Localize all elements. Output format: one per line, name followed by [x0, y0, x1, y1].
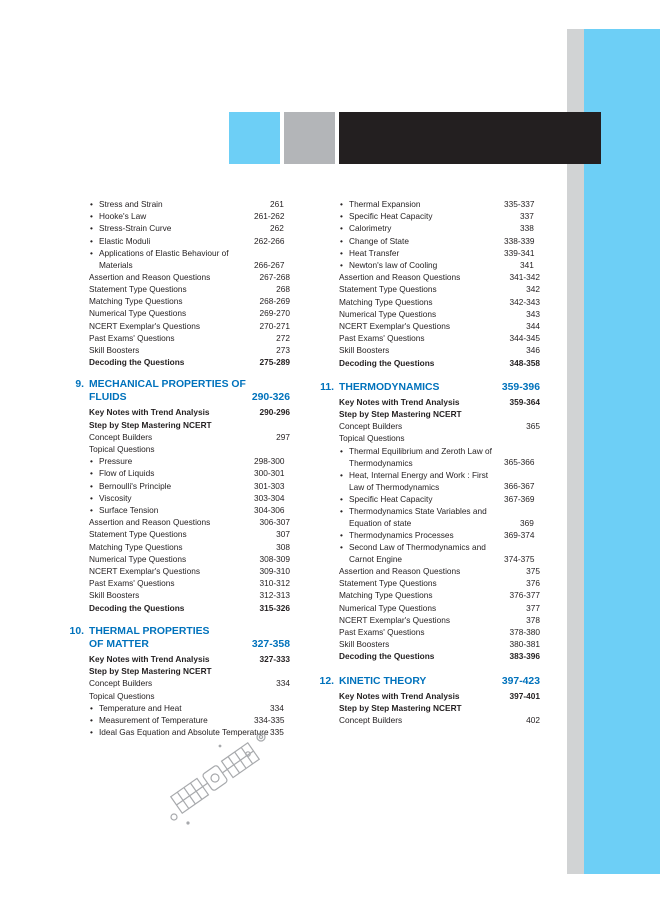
toc-entry-label: Concept Builders: [339, 421, 403, 432]
toc-entry-label: Concept Builders: [89, 431, 153, 442]
toc-entry-label: Decoding the Questions: [339, 651, 435, 662]
toc-entry[interactable]: [339, 357, 540, 369]
toc-entry[interactable]: [339, 714, 540, 726]
left-top-entries: [89, 198, 290, 368]
toc-entry-label: Statement Type Questions: [339, 578, 437, 589]
toc-entry-pages: 335: [270, 727, 284, 738]
toc-entry[interactable]: [339, 235, 540, 247]
toc-entry-label: Topical Questions: [89, 690, 155, 701]
toc-entry[interactable]: [339, 445, 540, 469]
toc-entry[interactable]: [339, 271, 540, 283]
toc-entry-pages: 262: [270, 223, 284, 234]
toc-entry-pages: 337: [520, 211, 534, 222]
chapter-title: THERMODYNAMICS: [339, 381, 440, 393]
toc-entry[interactable]: [339, 308, 540, 320]
toc-entry-pages: 310-312: [259, 578, 290, 589]
toc-entry[interactable]: [89, 602, 290, 614]
toc-entry-pages: 342-343: [509, 296, 540, 307]
toc-entry-pages: 268: [276, 284, 290, 295]
toc-entry-label: • Thermal Equilibrium and Zeroth Law of Thermodynamics: [339, 445, 504, 469]
toc-entry-pages: 383-396: [509, 651, 540, 662]
right-top-entries: [339, 198, 540, 369]
toc-entry[interactable]: [339, 408, 540, 420]
toc-entry-pages: 307: [276, 529, 290, 540]
toc-entry-pages: 378-380: [509, 627, 540, 638]
toc-entry[interactable]: [89, 467, 290, 479]
toc-entry[interactable]: [339, 320, 540, 332]
toc-entry-pages: 306-307: [259, 517, 290, 528]
header-black-bar: [339, 112, 601, 164]
toc-entry-pages: 348-358: [509, 357, 540, 368]
toc-entry-pages: 266-267: [254, 259, 285, 270]
toc-entry[interactable]: [339, 565, 540, 577]
toc-entry-label: • Elastic Moduli: [89, 235, 254, 247]
toc-entry[interactable]: [89, 283, 290, 295]
toc-entry[interactable]: [339, 396, 540, 408]
toc-entry-label: • Thermodynamics Processes: [339, 529, 504, 541]
toc-entry[interactable]: [89, 714, 290, 726]
toc-entry-pages: 346: [526, 345, 540, 356]
toc-entry[interactable]: [89, 528, 290, 540]
toc-entry-pages: 367-369: [504, 493, 535, 504]
toc-entry[interactable]: [89, 271, 290, 283]
toc-entry-label: Key Notes with Trend Analysis: [89, 407, 210, 418]
toc-entry-pages: 270-271: [259, 320, 290, 331]
toc-entry-pages: 273: [276, 345, 290, 356]
header-grey-block: [284, 112, 335, 164]
toc-entry-pages: 344: [526, 321, 540, 332]
toc-entry-pages: 378: [526, 614, 540, 625]
toc-entry-label: Statement Type Questions: [89, 529, 187, 540]
toc-entry[interactable]: [89, 504, 290, 516]
toc-entry-label: Concept Builders: [339, 715, 403, 726]
toc-entry-pages: 366-367: [504, 481, 535, 492]
toc-entry-label: • Stress-Strain Curve: [89, 222, 270, 234]
toc-entry[interactable]: [89, 235, 290, 247]
toc-entry-pages: 269-270: [259, 308, 290, 319]
toc-entry[interactable]: [89, 295, 290, 307]
toc-entry-pages: 304-306: [254, 505, 285, 516]
toc-entry-label: Concept Builders: [89, 678, 153, 689]
toc-entry-label: NCERT Exemplar's Questions: [339, 321, 451, 332]
toc-entry-label: Numerical Type Questions: [339, 308, 437, 319]
toc-entry-pages: 402: [526, 715, 540, 726]
toc-entry-label: • Second Law of Thermodynamics and Carnot Engine: [339, 541, 504, 565]
chapter-title: KINETIC THEORY: [339, 675, 427, 687]
toc-entry[interactable]: [89, 516, 290, 528]
toc-entry-pages: 342: [526, 284, 540, 295]
toc-entry-pages: 341: [520, 260, 534, 271]
toc-entry[interactable]: [89, 356, 290, 368]
chapter-title: MECHANICAL PROPERTIES OF FLUIDS: [89, 379, 246, 404]
toc-entry-pages: 375: [526, 566, 540, 577]
toc-entry[interactable]: [89, 332, 290, 344]
toc-entry-pages: 309-310: [259, 566, 290, 577]
toc-entry[interactable]: [339, 210, 540, 222]
toc-entry-label: Past Exams' Questions: [89, 578, 175, 589]
toc-entry-label: Numerical Type Questions: [89, 308, 187, 319]
toc-entry-label: Decoding the Questions: [89, 602, 185, 613]
toc-entry-pages: 334: [270, 702, 284, 713]
toc-entry[interactable]: [339, 222, 540, 234]
toc-entry[interactable]: [339, 529, 540, 541]
toc-entry-pages: 334: [276, 678, 290, 689]
toc-entry-label: • Specific Heat Capacity: [339, 210, 520, 222]
toc-entry-pages: 315-326: [259, 602, 290, 613]
toc-entry-label: NCERT Exemplar's Questions: [339, 614, 451, 625]
toc-entry-pages: 290-296: [259, 407, 290, 418]
toc-entry-label: Matching Type Questions: [339, 590, 433, 601]
chapter-pages: 290-326: [251, 392, 290, 404]
toc-entry-label: Key Notes with Trend Analysis: [339, 396, 460, 407]
toc-entry-label: • Flow of Liquids: [89, 467, 254, 479]
toc-entry-pages: 359-364: [509, 396, 540, 407]
toc-entry[interactable]: [89, 419, 290, 431]
toc-entry-label: • Thermal Expansion: [339, 198, 504, 210]
toc-entry[interactable]: [339, 626, 540, 638]
toc-entry[interactable]: [89, 690, 290, 702]
toc-entry-pages: 327-333: [259, 653, 290, 664]
toc-entry[interactable]: [89, 665, 290, 677]
toc-entry[interactable]: [339, 469, 540, 493]
toc-entry-label: • Ideal Gas Equation and Absolute Temperature: [89, 726, 270, 738]
toc-entry-label: • Temperature and Heat: [89, 702, 270, 714]
toc-entry-label: Key Notes with Trend Analysis: [339, 690, 460, 701]
toc-left-column: [69, 198, 290, 738]
toc-entry-label: Numerical Type Questions: [339, 602, 437, 613]
chapter-number: 9.: [75, 379, 84, 391]
toc-entry-pages: 377: [526, 602, 540, 613]
toc-entry-pages: 312-313: [259, 590, 290, 601]
toc-entry[interactable]: [89, 541, 290, 553]
toc-entry-label: Assertion and Reason Questions: [339, 272, 461, 283]
toc-entry[interactable]: [339, 332, 540, 344]
toc-entry-pages: 334-335: [254, 714, 285, 725]
chapter-11-entries: [339, 396, 540, 663]
toc-entry-label: Numerical Type Questions: [89, 553, 187, 564]
chapter-12-entries: [339, 690, 540, 727]
toc-entry-label: Past Exams' Questions: [339, 627, 425, 638]
toc-entry-pages: 365-366: [504, 457, 535, 468]
chapter-pages: 327-358: [251, 638, 290, 650]
toc-entry[interactable]: [89, 320, 290, 332]
toc-entry-label: Skill Boosters: [339, 639, 390, 650]
toc-entry-pages: 301-303: [254, 480, 285, 491]
toc-entry[interactable]: [89, 222, 290, 234]
toc-entry[interactable]: [339, 541, 540, 565]
toc-entry-label: • Bernoulli's Principle: [89, 480, 254, 492]
toc-entry-pages: 369: [520, 517, 534, 528]
toc-entry-label: Key Notes with Trend Analysis: [89, 653, 210, 664]
toc-right-column: [319, 198, 540, 726]
toc-entry[interactable]: [89, 431, 290, 443]
toc-entry-label: Matching Type Questions: [89, 541, 183, 552]
satellite-icon: [160, 728, 270, 828]
toc-entry[interactable]: [339, 577, 540, 589]
toc-entry[interactable]: [89, 307, 290, 319]
chapter-10-entries: [89, 653, 290, 738]
toc-entry-label: Skill Boosters: [339, 345, 390, 356]
toc-entry[interactable]: [89, 210, 290, 222]
toc-entry-label: Decoding the Questions: [339, 357, 435, 368]
toc-entry-label: • Change of State: [339, 235, 504, 247]
toc-entry-pages: 262-266: [254, 235, 285, 246]
toc-entry-pages: 369-374: [504, 529, 535, 540]
toc-entry[interactable]: [339, 432, 540, 444]
toc-entry-label: • Newton's law of Cooling: [339, 259, 520, 271]
toc-entry-pages: 300-301: [254, 468, 285, 479]
toc-entry-pages: 376: [526, 578, 540, 589]
toc-entry[interactable]: [89, 677, 290, 689]
chapter-number: 10.: [69, 625, 84, 637]
toc-entry[interactable]: [89, 492, 290, 504]
toc-entry-pages: 339-341: [504, 247, 535, 258]
toc-entry-label: Step by Step Mastering NCERT: [89, 666, 212, 677]
toc-entry[interactable]: [339, 344, 540, 356]
toc-entry-label: Topical Questions: [339, 433, 405, 444]
toc-entry[interactable]: [339, 493, 540, 505]
toc-entry[interactable]: [89, 653, 290, 665]
toc-entry-label: Statement Type Questions: [339, 284, 437, 295]
toc-entry-pages: 272: [276, 332, 290, 343]
chapter-pages: 359-396: [501, 381, 540, 393]
toc-entry-label: • Hooke's Law: [89, 210, 254, 222]
toc-entry-label: • Heat Transfer: [339, 247, 504, 259]
toc-entry[interactable]: [89, 247, 290, 271]
toc-entry-pages: 374-375: [504, 553, 535, 564]
chapter-title: THERMAL PROPERTIES OF MATTER: [89, 625, 210, 650]
chapter-11-heading[interactable]: [320, 381, 540, 394]
toc-entry[interactable]: [339, 198, 540, 210]
toc-entry-label: • Calorimetry: [339, 222, 520, 234]
toc-entry-label: Step by Step Mastering NCERT: [89, 419, 212, 430]
header-blue-block: [229, 112, 280, 164]
toc-entry-label: • Heat, Internal Energy and Work : First Law of Thermodynamics: [339, 469, 504, 493]
toc-entry-pages: 268-269: [259, 296, 290, 307]
toc-entry-label: • Thermodynamics State Variables and Equation of state: [339, 505, 520, 529]
toc-entry-label: • Viscosity: [89, 492, 254, 504]
toc-entry[interactable]: [89, 443, 290, 455]
toc-entry-label: • Pressure: [89, 455, 254, 467]
toc-entry-label: Past Exams' Questions: [339, 333, 425, 344]
toc-entry-pages: 344-345: [509, 333, 540, 344]
chapter-pages: 397-423: [501, 675, 540, 687]
toc-entry[interactable]: [339, 602, 540, 614]
toc-entry-label: Matching Type Questions: [89, 296, 183, 307]
toc-entry-label: Skill Boosters: [89, 590, 140, 601]
chapter-10-heading[interactable]: [69, 625, 290, 651]
toc-entry-label: Past Exams' Questions: [89, 332, 175, 343]
toc-entry[interactable]: [339, 614, 540, 626]
toc-entry-pages: 397-401: [509, 690, 540, 701]
toc-entry-pages: 261-262: [254, 211, 285, 222]
toc-entry[interactable]: [89, 577, 290, 589]
toc-entry-pages: 341-342: [509, 272, 540, 283]
toc-entry[interactable]: [89, 406, 290, 418]
chapter-12-heading[interactable]: [319, 675, 540, 688]
toc-entry-pages: 297: [276, 431, 290, 442]
toc-entry[interactable]: [339, 638, 540, 650]
toc-entry-pages: 365: [526, 421, 540, 432]
toc-entry-pages: 338: [520, 223, 534, 234]
toc-entry-pages: 261: [270, 199, 284, 209]
toc-entry-label: Assertion and Reason Questions: [89, 271, 211, 282]
toc-entry-label: • Measurement of Temperature: [89, 714, 254, 726]
toc-entry[interactable]: [89, 553, 290, 565]
toc-entry[interactable]: [89, 565, 290, 577]
toc-entry-pages: 267-268: [259, 271, 290, 282]
toc-entry[interactable]: [339, 702, 540, 714]
chapter-9-heading[interactable]: [75, 378, 290, 404]
toc-entry-pages: 338-339: [504, 235, 535, 246]
toc-entry-label: Step by Step Mastering NCERT: [339, 409, 462, 420]
toc-entry-label: Matching Type Questions: [339, 296, 433, 307]
toc-entry-label: NCERT Exemplar's Questions: [89, 320, 201, 331]
toc-entry-pages: 343: [526, 308, 540, 319]
toc-entry-pages: 308-309: [259, 553, 290, 564]
toc-entry[interactable]: [339, 259, 540, 271]
toc-entry-label: Assertion and Reason Questions: [89, 517, 211, 528]
toc-entry[interactable]: [339, 589, 540, 601]
toc-entry-label: Decoding the Questions: [89, 357, 185, 368]
toc-entry-pages: 380-381: [509, 639, 540, 650]
toc-entry-pages: 303-304: [254, 492, 285, 503]
toc-entry[interactable]: [89, 455, 290, 467]
toc-entry[interactable]: [339, 690, 540, 702]
toc-entry-label: Topical Questions: [89, 444, 155, 455]
toc-entry-label: Assertion and Reason Questions: [339, 566, 461, 577]
toc-entry[interactable]: [339, 650, 540, 662]
toc-entry[interactable]: [339, 296, 540, 308]
toc-entry[interactable]: [89, 589, 290, 601]
toc-entry-label: • Specific Heat Capacity: [339, 493, 504, 505]
chapter-number: 11.: [320, 381, 334, 393]
toc-entry[interactable]: [89, 344, 290, 356]
toc-entry[interactable]: [89, 480, 290, 492]
toc-entry-pages: 335-337: [504, 199, 535, 209]
toc-entry[interactable]: [89, 198, 290, 210]
toc-entry[interactable]: [339, 420, 540, 432]
toc-entry[interactable]: [339, 505, 540, 529]
toc-entry[interactable]: [89, 702, 290, 714]
toc-entry-label: • Applications of Elastic Behaviour of Materials: [89, 247, 254, 271]
chapter-9-entries: [89, 406, 290, 613]
toc-entry-label: Skill Boosters: [89, 345, 140, 356]
toc-entry[interactable]: [339, 247, 540, 259]
toc-entry-pages: 308: [276, 541, 290, 552]
toc-entry-pages: 376-377: [509, 590, 540, 601]
toc-entry-label: Statement Type Questions: [89, 284, 187, 295]
chapter-number: 12.: [319, 675, 334, 687]
toc-entry-label: NCERT Exemplar's Questions: [89, 566, 201, 577]
toc-entry-label: • Stress and Strain: [89, 198, 270, 210]
toc-entry-label: Step by Step Mastering NCERT: [339, 702, 462, 713]
toc-entry[interactable]: [339, 283, 540, 295]
toc-entry-pages: 275-289: [259, 357, 290, 368]
toc-entry-label: • Surface Tension: [89, 504, 254, 516]
toc-entry-pages: 298-300: [254, 456, 285, 467]
